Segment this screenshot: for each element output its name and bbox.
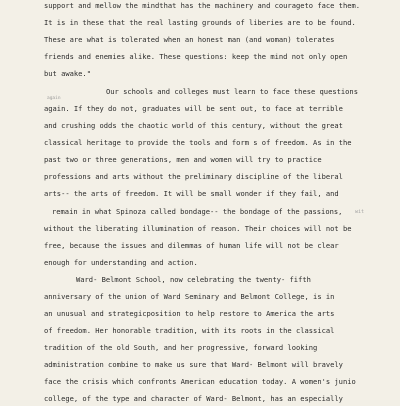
text-line: but awake." <box>44 69 91 78</box>
text-line: classical heritage to provide the tools and form s of freedom. As in the <box>44 138 352 147</box>
text-line: Ward- Belmont School, now celebrating the twenty- fifth <box>76 275 311 284</box>
text-line: and crushing odds the chaotic world of this century, without the great <box>44 121 343 130</box>
text-line: arts-- the arts of freedom. It will be small wonder if they fail, and <box>44 189 339 198</box>
text-line: professions and arts without the preliminary discipline of the liberal <box>44 172 343 181</box>
text-line: of freedom. Her honorable tradition, with its roots in the classical <box>44 326 335 335</box>
text-line: remain in what Spinoza called bondage-- the bondage of the passions, <box>52 207 343 216</box>
text-line: free, because the issues and dilemmas of human life will not be clear <box>44 241 339 250</box>
text-line: friends and enemies alike. These questions: keep the mind not only open <box>44 52 348 61</box>
text-line: college, of the type and character of Ward- Belmont, has an especially <box>44 394 343 403</box>
text-line: without the liberating illumination of reason. Their choices will not be <box>44 224 352 233</box>
text-line: an unusual and strategicposition to help restore to America the arts <box>44 309 335 318</box>
text-line: It is in these that the real lasting grounds of liberies are to be found. <box>44 18 356 27</box>
margin-note: again <box>47 96 61 101</box>
text-line: These are what is tolerated when an honest man (and woman) tolerates <box>44 35 335 44</box>
text-line: Our schools and colleges must learn to face these questions <box>106 87 358 96</box>
text-line: enough for understanding and action. <box>44 258 198 267</box>
text-line: face the crisis which confronts American education today. A women's junio <box>44 377 356 386</box>
faint-mark: wit <box>355 209 365 215</box>
text-line: again. If they do not, graduates will be sent out, to face at terrible <box>44 104 343 113</box>
text-line: administration combine to make us sure that Ward- Belmont will bravely <box>44 360 343 369</box>
text-line: anniversary of the union of Ward Seminary and Belmont College, is in <box>44 292 335 301</box>
text-line: support and mellow the mindthat has the machinery and courageto face them. <box>44 1 361 10</box>
text-line: tradition of the old South, and her progressive, forward looking <box>44 343 318 352</box>
text-line: past two or three generations, men and women will try to practice <box>44 155 322 164</box>
